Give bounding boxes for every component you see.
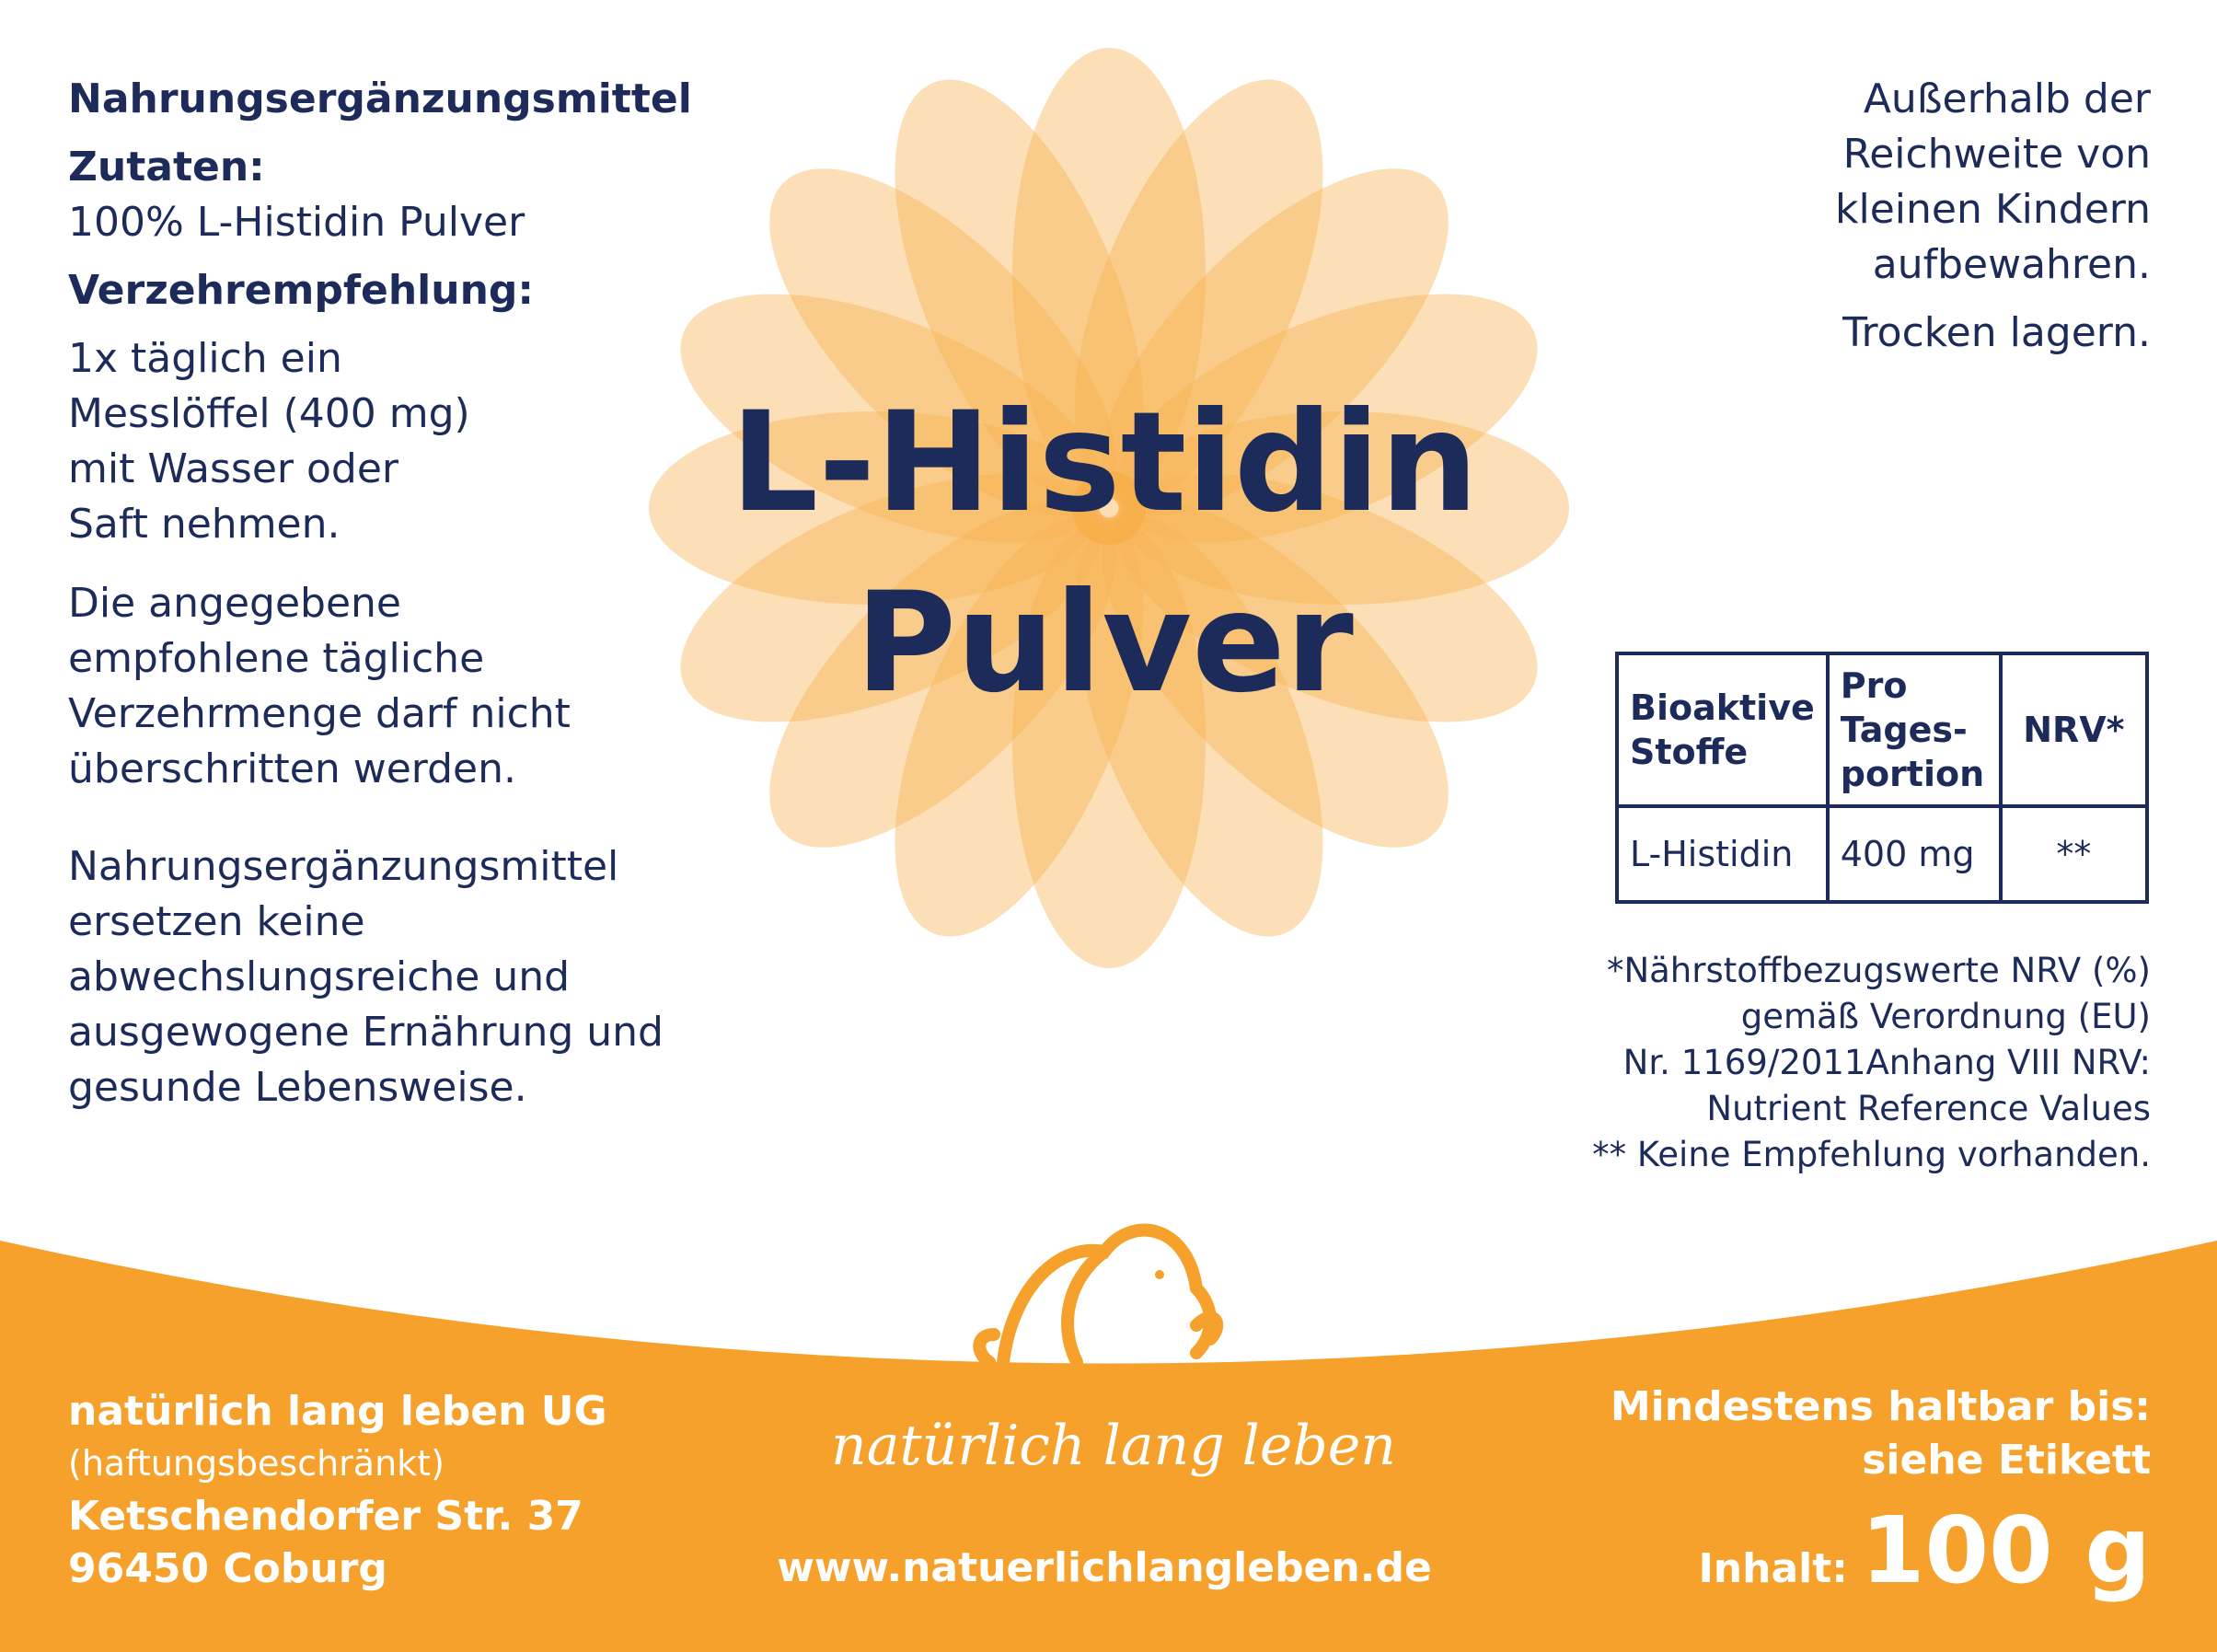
- company-name: natürlich lang leben UG: [68, 1388, 607, 1435]
- warning-line: Die angegebene: [68, 580, 401, 627]
- disclaimer-line: Nahrungsergänzungsmittel: [68, 843, 619, 890]
- category-label: Nahrungsergänzungsmittel: [68, 75, 692, 122]
- header-cell: NRV*: [2001, 653, 2147, 806]
- dosage-line: mit Wasser oder: [68, 445, 398, 492]
- dry-storage: Trocken lagern.: [1842, 309, 2151, 356]
- storage-line: aufbewahren.: [1872, 241, 2151, 288]
- header-cell: Bioaktive Stoffe: [1617, 653, 1828, 806]
- table-cell: 400 mg: [1828, 806, 2001, 902]
- header-cell: Pro Tages- portion: [1828, 653, 2001, 806]
- table-cell: **: [2001, 806, 2147, 902]
- disclaimer-line: gesunde Lebensweise.: [68, 1064, 527, 1111]
- footnote-line: gemäß Verordnung (EU): [1740, 997, 2151, 1036]
- content-label: Inhalt:: [1698, 1545, 1848, 1592]
- storage-line: kleinen Kindern: [1835, 186, 2151, 233]
- dosage-line: Saft nehmen.: [68, 501, 341, 548]
- elephant-icon: [979, 1230, 1217, 1362]
- footnote-line: Nutrient Reference Values: [1706, 1089, 2151, 1128]
- footnote-line: ** Keine Empfehlung vorhanden.: [1592, 1135, 2151, 1174]
- brand-name: natürlich lang leben: [831, 1414, 1396, 1478]
- disclaimer-line: ausgewogene Ernährung und: [68, 1009, 664, 1056]
- net-content: [1698, 1496, 2151, 1604]
- product-title-line1: L-Histidin: [730, 383, 1479, 543]
- product-title-line2: Pulver: [855, 563, 1354, 723]
- ingredients-heading: Zutaten:: [68, 144, 265, 191]
- disclaimer-line: ersetzen keine: [68, 898, 365, 945]
- footnote-line: *Nährstoffbezugswerte NRV (%): [1606, 951, 2151, 990]
- website-link[interactable]: www.natuerlichlangleben.de: [777, 1544, 1432, 1591]
- content-amount: 100 g: [1860, 1496, 2151, 1604]
- warning-line: überschritten werden.: [68, 745, 516, 792]
- ingredients-text: 100% L-Histidin Pulver: [68, 199, 525, 246]
- warning-line: empfohlene tägliche: [68, 635, 485, 682]
- warning-line: Verzehrmenge darf nicht: [68, 690, 571, 737]
- storage-line: Außerhalb der: [1863, 75, 2151, 122]
- company-form: (haftungsbeschränkt): [68, 1443, 445, 1484]
- storage-line: Reichweite von: [1842, 131, 2151, 178]
- best-before-label: Mindestens haltbar bis:: [1610, 1383, 2151, 1430]
- city: 96450 Coburg: [68, 1545, 387, 1592]
- best-before: [1507, 1381, 2151, 1487]
- disclaimer-line: abwechslungsreiche und: [68, 953, 571, 1000]
- dosage-heading: Verzehrempfehlung:: [68, 267, 534, 314]
- table-cell: L-Histidin: [1617, 806, 1828, 902]
- footnote-line: Nr. 1169/2011Anhang VIII NRV:: [1622, 1043, 2151, 1082]
- dosage-line: 1x täglich ein: [68, 335, 342, 382]
- best-before-value: siehe Etikett: [1862, 1437, 2151, 1484]
- company-address: [68, 1385, 731, 1595]
- street: Ketschendorfer Str. 37: [68, 1493, 583, 1540]
- dosage-line: Messlöffel (400 mg): [68, 390, 470, 437]
